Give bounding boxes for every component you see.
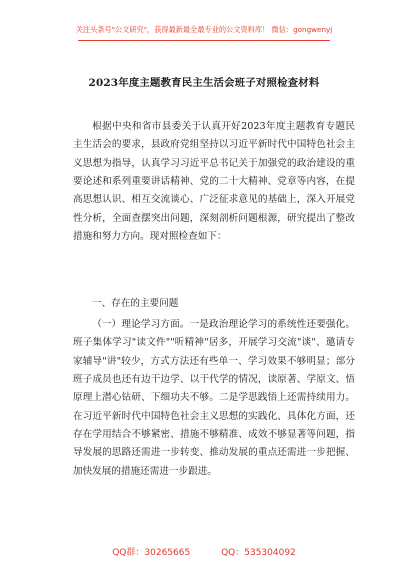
promo-divider — [78, 40, 330, 41]
intro-paragraph: 根据中央和省市县委关于认真开好2023年度主题教育专题民主生活会的要求，县政府党组坚持以习近平新时代中国特色社会主义思想为指导，认真学习习近平总书记关于加强党的政治建设的重要论述和系列重要讲话精神、党的二十大精神、党章等内容，在提高思想认识、相互交流谈心、广泛征求意见的基础上，深入开展党性分析，全面查摆突出问题，深刻剖析问题根源，研究提出了整改措施和努力方向。现对照检查如下： — [73, 121, 355, 243]
promo-banner: 关注头条号"公文研究"，获得最新最全最专业的公文资料库！ 微信：gongwenyj — [75, 25, 333, 34]
intro-paragraph-block — [73, 118, 355, 246]
footer-qq-group: QQ群：30265665 — [112, 548, 191, 558]
paragraph-2: （一）理论学习方面。一是政治理论学习的系统性还要强化。班子集体学习"读文件""听精神"居多，开展学习交流"谈"、邀请专家辅导"讲"较少，方式方法还有些单一、学习效果不够明显；部分班子成员也还有边干边学、以干代学的情况，读原著、学原文、悟原理上潜心钻研、下细功夫不够。二是学思践悟上还需持续用力。在习近平新时代中国特色社会主义思想的实践化、具体化方面，还存在学用结合不够紧密、措施不够精准、成效不够显著等问题，指导发展的思路还需进一步转变、推动发展的重点还需进一步把握、加快发展的措施还需进一步跟进。 — [73, 319, 355, 477]
footer-qq-number: QQ：535304092 — [221, 548, 296, 558]
paragraph-2-block — [73, 316, 355, 481]
section-heading: 一、存在的主要问题 — [92, 298, 179, 309]
document-title: 2023年度主题教育民主生活会班子对照检查材料 — [88, 77, 320, 89]
footer-contact — [0, 545, 408, 558]
